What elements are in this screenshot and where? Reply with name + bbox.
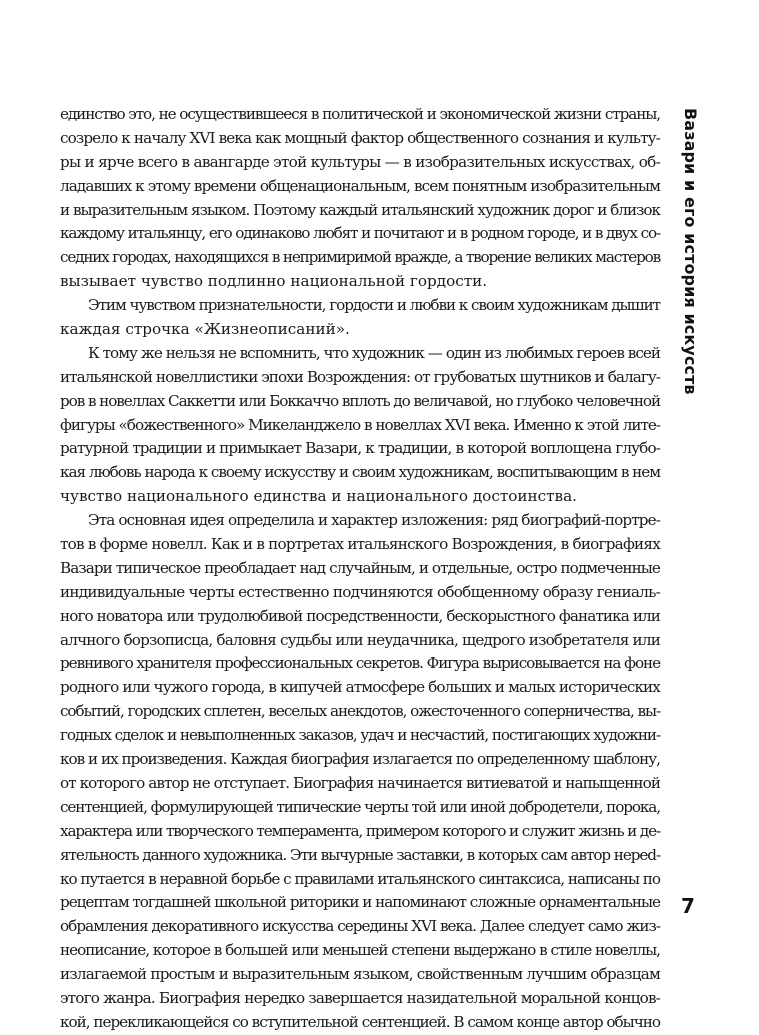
text-line: характера или творческого темперамента, примером которого и служит жизнь и де- [60,821,660,840]
text-line: неописание, которое в большей или меньшей степени выдержано в стиле новеллы, [60,941,660,960]
text-line: ратурной традиции и примыкает Вазари, к традиции, в которой воплощена глубо- [60,439,660,458]
text-line: итальянской новеллистики эпохи Возрождения: от грубоватых шутников и балагу- [60,367,660,386]
text-line: Этим чувством признательности, гордости и любви к своим художникам дышит [88,296,660,315]
text-line: событий, городских сплетен, веселых анекдотов, ожесточенного соперничества, вы- [60,702,661,721]
text-line: К тому же нельзя не вспомнить, что художник — один из любимых героев всей [88,343,660,362]
text-line: ко путается в неравной борьбе с правилами итальянского синтаксиса, написаны по [60,869,661,888]
text-line: ков и их произведения. Каждая биография излагается по определенному шаблону, [60,750,660,769]
text-line: фигуры «божественного» Микеланджело в новеллах XVI века. Именно к этой лите- [60,415,660,434]
text-line: ладавших к этому времени общенациональным, всем понятным изобразительным [60,176,660,195]
text-line: тов в форме новелл. Как и в портретах итальянского Возрождения, в биографиях [60,535,660,554]
text-line: родного или чужого города, в кипучей атмосфере больших и малых исторических [60,678,660,697]
running-head: Вазари и его история искусств [681,108,700,395]
text-line: излагаемой простым и выразительным языком, свойственным лучшим образцам [60,965,660,984]
text-line: сентенцией, формулирующей типические черты той или иной добродетели, порока, [60,797,660,816]
text-line: каждая строчка «Жизнеописаний». [60,320,350,339]
text-line: индивидуальные черты естественно подчиняются обобщенному образу гениаль- [60,582,661,601]
text-line: ров в новеллах Саккетти или Боккаччо вплоть до величавой, но глубоко человечной [60,391,661,410]
text-line: от которого автор не отступает. Биография начинается витиеватой и напыщенной [60,773,661,792]
text-line: обрамления декоративного искусства середины XVI века. Далее следует само жиз- [60,917,660,936]
text-line: рецептам тогдашней школьной риторики и напоминают сложные орнаментальные [60,893,660,912]
text-line: годных сделок и невыполненных заказов, удач и несчастий, постигающих художни- [60,726,661,745]
text-line: ного новатора или трудолюбивой посредственности, бескорыстного фанатика или [60,606,660,625]
text-line: ревнивого хранителя профессиональных секретов. Фигура вырисовывается на фоне [60,654,661,673]
body-text [60,103,660,1035]
text-line: этого жанра. Биография нередко завершается назидательной моральной концов- [60,988,660,1007]
text-line: Вазари типическое преобладает над случайным, и отдельные, остро подмеченные [60,558,660,577]
text-line: кой, перекликающейся со вступительной сентенцией. В самом конце автор обычно [60,1012,661,1031]
text-line: вызывает чувство подлинно национальной гордости. [60,272,488,291]
text-line: ятельность данного художника. Эти вычурные заставки, в которых сам автор нерed- [60,845,661,864]
text-line: Эта основная идея определила и характер изложения: ряд биографий-портре- [88,511,660,530]
text-line: и выразительным языком. Поэтому каждый итальянский художник дорог и близок [60,200,661,219]
text-line: каждому итальянцу, его одинаково любят и почитают и в родном городе, и в двух со- [60,224,661,243]
text-line: алчного борзописца, баловня судьбы или неудачника, щедрого изобретателя или [60,630,661,649]
text-line: единство это, не осуществившееся в политической и экономической жизни страны, [60,105,660,123]
text-line: ры и ярче всего в авангарде этой культуры — в изобразительных искусствах, об- [60,152,661,171]
text-line: созрело к началу XVI века как мощный фактор общественного сознания и культу- [60,128,660,147]
text-line: седних городах, находящихся в непримиримой вражде, а творение великих мастеров [60,248,660,267]
text-line: чувство национального единства и национального достоинства. [60,487,577,506]
page-number: 7 [681,894,695,918]
text-line: кая любовь народа к своему искусству и своим художникам, воспитывающим в нем [60,463,661,482]
